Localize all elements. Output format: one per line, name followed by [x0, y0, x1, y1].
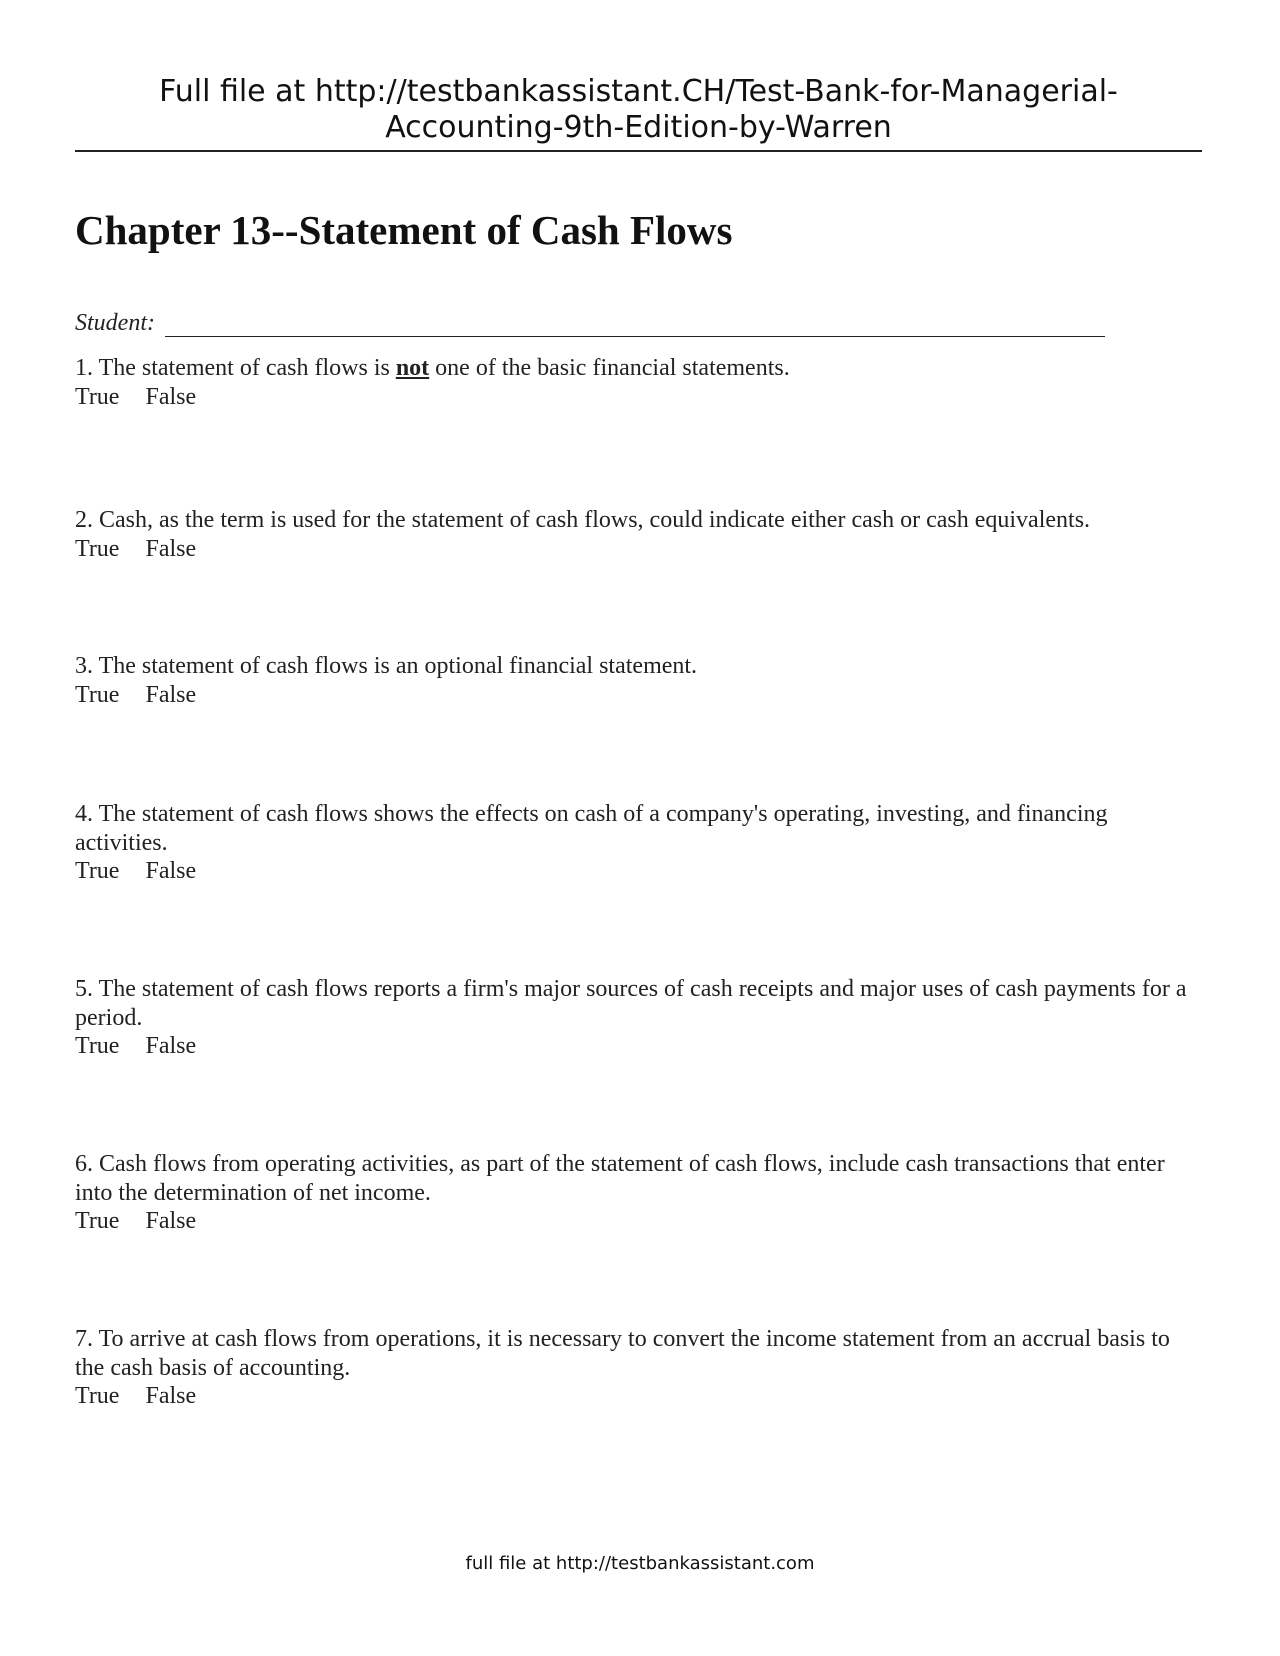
header-banner [75, 74, 1202, 146]
answer-true[interactable]: True [75, 1383, 120, 1409]
answer-options [75, 1032, 1205, 1061]
question-text: 6. Cash flows from operating activities, as part of the statement of cash flows, include cash transactions that enter into the determination of net income. [75, 1151, 1165, 1206]
question-5 [75, 975, 1205, 1061]
answer-true[interactable]: True [75, 383, 120, 410]
answer-false[interactable]: False [145, 383, 197, 410]
answer-true[interactable]: True [75, 1033, 120, 1059]
header-line-2: Accounting-9th-Edition-by-Warren [385, 110, 892, 145]
answer-true[interactable]: True [75, 1208, 120, 1234]
answer-options [75, 383, 1205, 412]
question-text: 1. The statement of cash flows is not one of the basic financial statements. [75, 355, 790, 381]
header-line-1: Full file at http://testbankassistant.CH/Test-Bank-for-Managerial- [159, 74, 1118, 109]
chapter-title: Chapter 13--Statement of Cash Flows [75, 207, 733, 253]
answer-false[interactable]: False [145, 1383, 197, 1409]
question-6 [75, 1150, 1205, 1236]
emphasis-not: not [395, 355, 430, 381]
answer-options [75, 1382, 1205, 1411]
question-text: 7. To arrive at cash flows from operations, it is necessary to convert the income statement from an accrual basis to the cash basis of accounting. [75, 1326, 1170, 1381]
answer-true[interactable]: True [75, 858, 120, 884]
question-4 [75, 800, 1205, 886]
question-text: 4. The statement of cash flows shows the effects on cash of a company's operating, investing, and financing activities. [75, 801, 1108, 856]
student-label: Student: [75, 310, 155, 336]
answer-false[interactable]: False [145, 858, 197, 884]
answer-false[interactable]: False [145, 1208, 197, 1234]
question-1 [75, 354, 1205, 411]
student-name-line[interactable] [165, 310, 1105, 337]
answer-true[interactable]: True [75, 681, 120, 708]
answer-false[interactable]: False [145, 535, 197, 562]
footer-link[interactable]: full file at http://testbankassistant.com [465, 1553, 815, 1574]
answer-options [75, 681, 1205, 710]
question-7 [75, 1325, 1205, 1411]
answer-options [75, 1207, 1205, 1236]
student-field [75, 310, 1105, 337]
answer-false[interactable]: False [145, 1033, 197, 1059]
answer-true[interactable]: True [75, 535, 120, 562]
answer-options [75, 857, 1205, 886]
question-text: 3. The statement of cash flows is an optional financial statement. [75, 653, 698, 679]
question-2 [75, 506, 1205, 563]
question-text: 5. The statement of cash flows reports a firm's major sources of cash receipts and major uses of cash payments for a period. [75, 976, 1187, 1031]
answer-false[interactable]: False [145, 681, 197, 708]
question-text: 2. Cash, as the term is used for the statement of cash flows, could indicate either cash or cash equivalents. [75, 507, 1091, 533]
answer-options [75, 535, 1205, 564]
header-divider [75, 150, 1202, 152]
question-3 [75, 652, 1205, 709]
